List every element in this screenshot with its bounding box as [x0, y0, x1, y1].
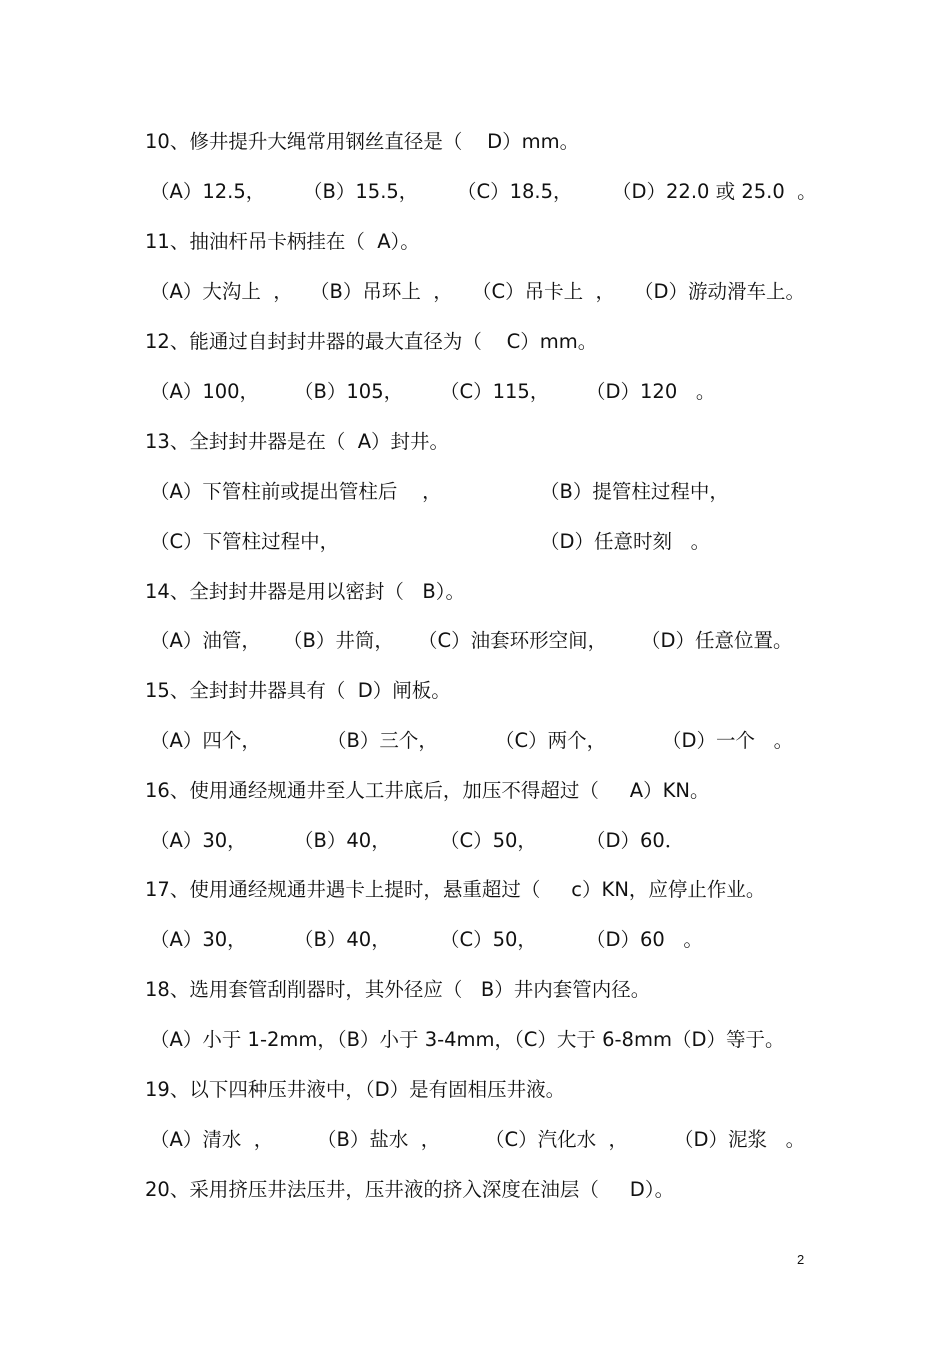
q16-option-a: （A）30， [150, 829, 247, 852]
q14-option-b: （B）井筒， [283, 629, 394, 652]
q19-option-d: （D）泥浆 。 [674, 1128, 806, 1151]
q11-option-a: （A）大沟上 ， [150, 280, 293, 303]
question-14: 14、全封封井器是用以密封（ B）。 [145, 580, 466, 603]
question-20: 20、采用挤压井法压井，压井液的挤入深度在油层（ D）。 [145, 1178, 675, 1201]
q19-option-c: （C）汽化水 ， [485, 1128, 629, 1151]
q12-option-a: （A）100， [150, 380, 260, 403]
q17-option-a: （A）30， [150, 928, 247, 951]
q12-option-d: （D）120 。 [586, 380, 716, 403]
q11-option-b: （B）吊环上 ， [310, 280, 453, 303]
q16-option-d: （D）60． [586, 829, 685, 852]
q12-option-c: （C）115， [440, 380, 550, 403]
question-12: 12、能通过自封封井器的最大直径为（ C）mm。 [145, 330, 598, 353]
question-19: 19、以下四种压井液中，（D）是有固相压井液。 [145, 1078, 566, 1101]
page-number: 2 [797, 1252, 805, 1267]
q15-option-b: （B）三个， [327, 729, 438, 752]
question-11: 11、抽油杆吊卡柄挂在（ A）。 [145, 230, 420, 253]
q15-option-d: （D）一个 。 [662, 729, 794, 752]
q13-option-b: （B）提管柱过程中， [540, 480, 729, 503]
q12-option-b: （B）105， [294, 380, 404, 403]
q10-option-b: （B）15.5， [303, 180, 419, 203]
q17-option-b: （B）40， [294, 928, 391, 951]
q10-option-d: （D）22.0 或 25.0 。 [612, 180, 817, 203]
q17-option-d: （D）60 。 [586, 928, 703, 951]
q13-option-a: （A）下管柱前或提出管柱后 ， [150, 480, 442, 503]
q18-options: （A）小于 1-2mm，（B）小于 3-4mm，（C）大于 6-8mm（D）等于。 [150, 1028, 785, 1051]
q14-option-c: （C）油套环形空间， [418, 629, 608, 652]
q16-option-c: （C）50， [440, 829, 537, 852]
q17-option-c: （C）50， [440, 928, 537, 951]
q19-option-b: （B）盐水 ， [317, 1128, 441, 1151]
q16-option-b: （B）40， [294, 829, 391, 852]
question-16: 16、使用通经规通井至人工井底后，加压不得超过（ A）KN。 [145, 779, 710, 802]
q15-option-c: （C）两个， [495, 729, 607, 752]
q15-option-a: （A）四个， [150, 729, 261, 752]
question-10: 10、修井提升大绳常用钢丝直径是（ D）mm。 [145, 130, 580, 153]
q10-option-a: （A）12.5， [150, 180, 266, 203]
q13-option-d: （D）任意时刻 。 [540, 530, 711, 553]
q14-option-a: （A）油管， [150, 629, 261, 652]
question-15: 15、全封封井器具有（ D）闸板。 [145, 679, 451, 702]
q19-option-a: （A）清水 ， [150, 1128, 274, 1151]
q11-option-c: （C）吊卡上 ， [472, 280, 616, 303]
q11-option-d: （D）游动滑车上。 [634, 280, 806, 303]
question-17: 17、使用通经规通井遇卡上提时，悬重超过（ c）KN，应停止作业。 [145, 878, 766, 901]
q10-option-c: （C）18.5， [457, 180, 573, 203]
q13-option-c: （C）下管柱过程中， [150, 530, 340, 553]
question-13: 13、全封封井器是在（ A）封井。 [145, 430, 450, 453]
question-18: 18、选用套管刮削器时，其外径应（ B）井内套管内径。 [145, 978, 651, 1001]
q14-option-d: （D）任意位置。 [641, 629, 793, 652]
